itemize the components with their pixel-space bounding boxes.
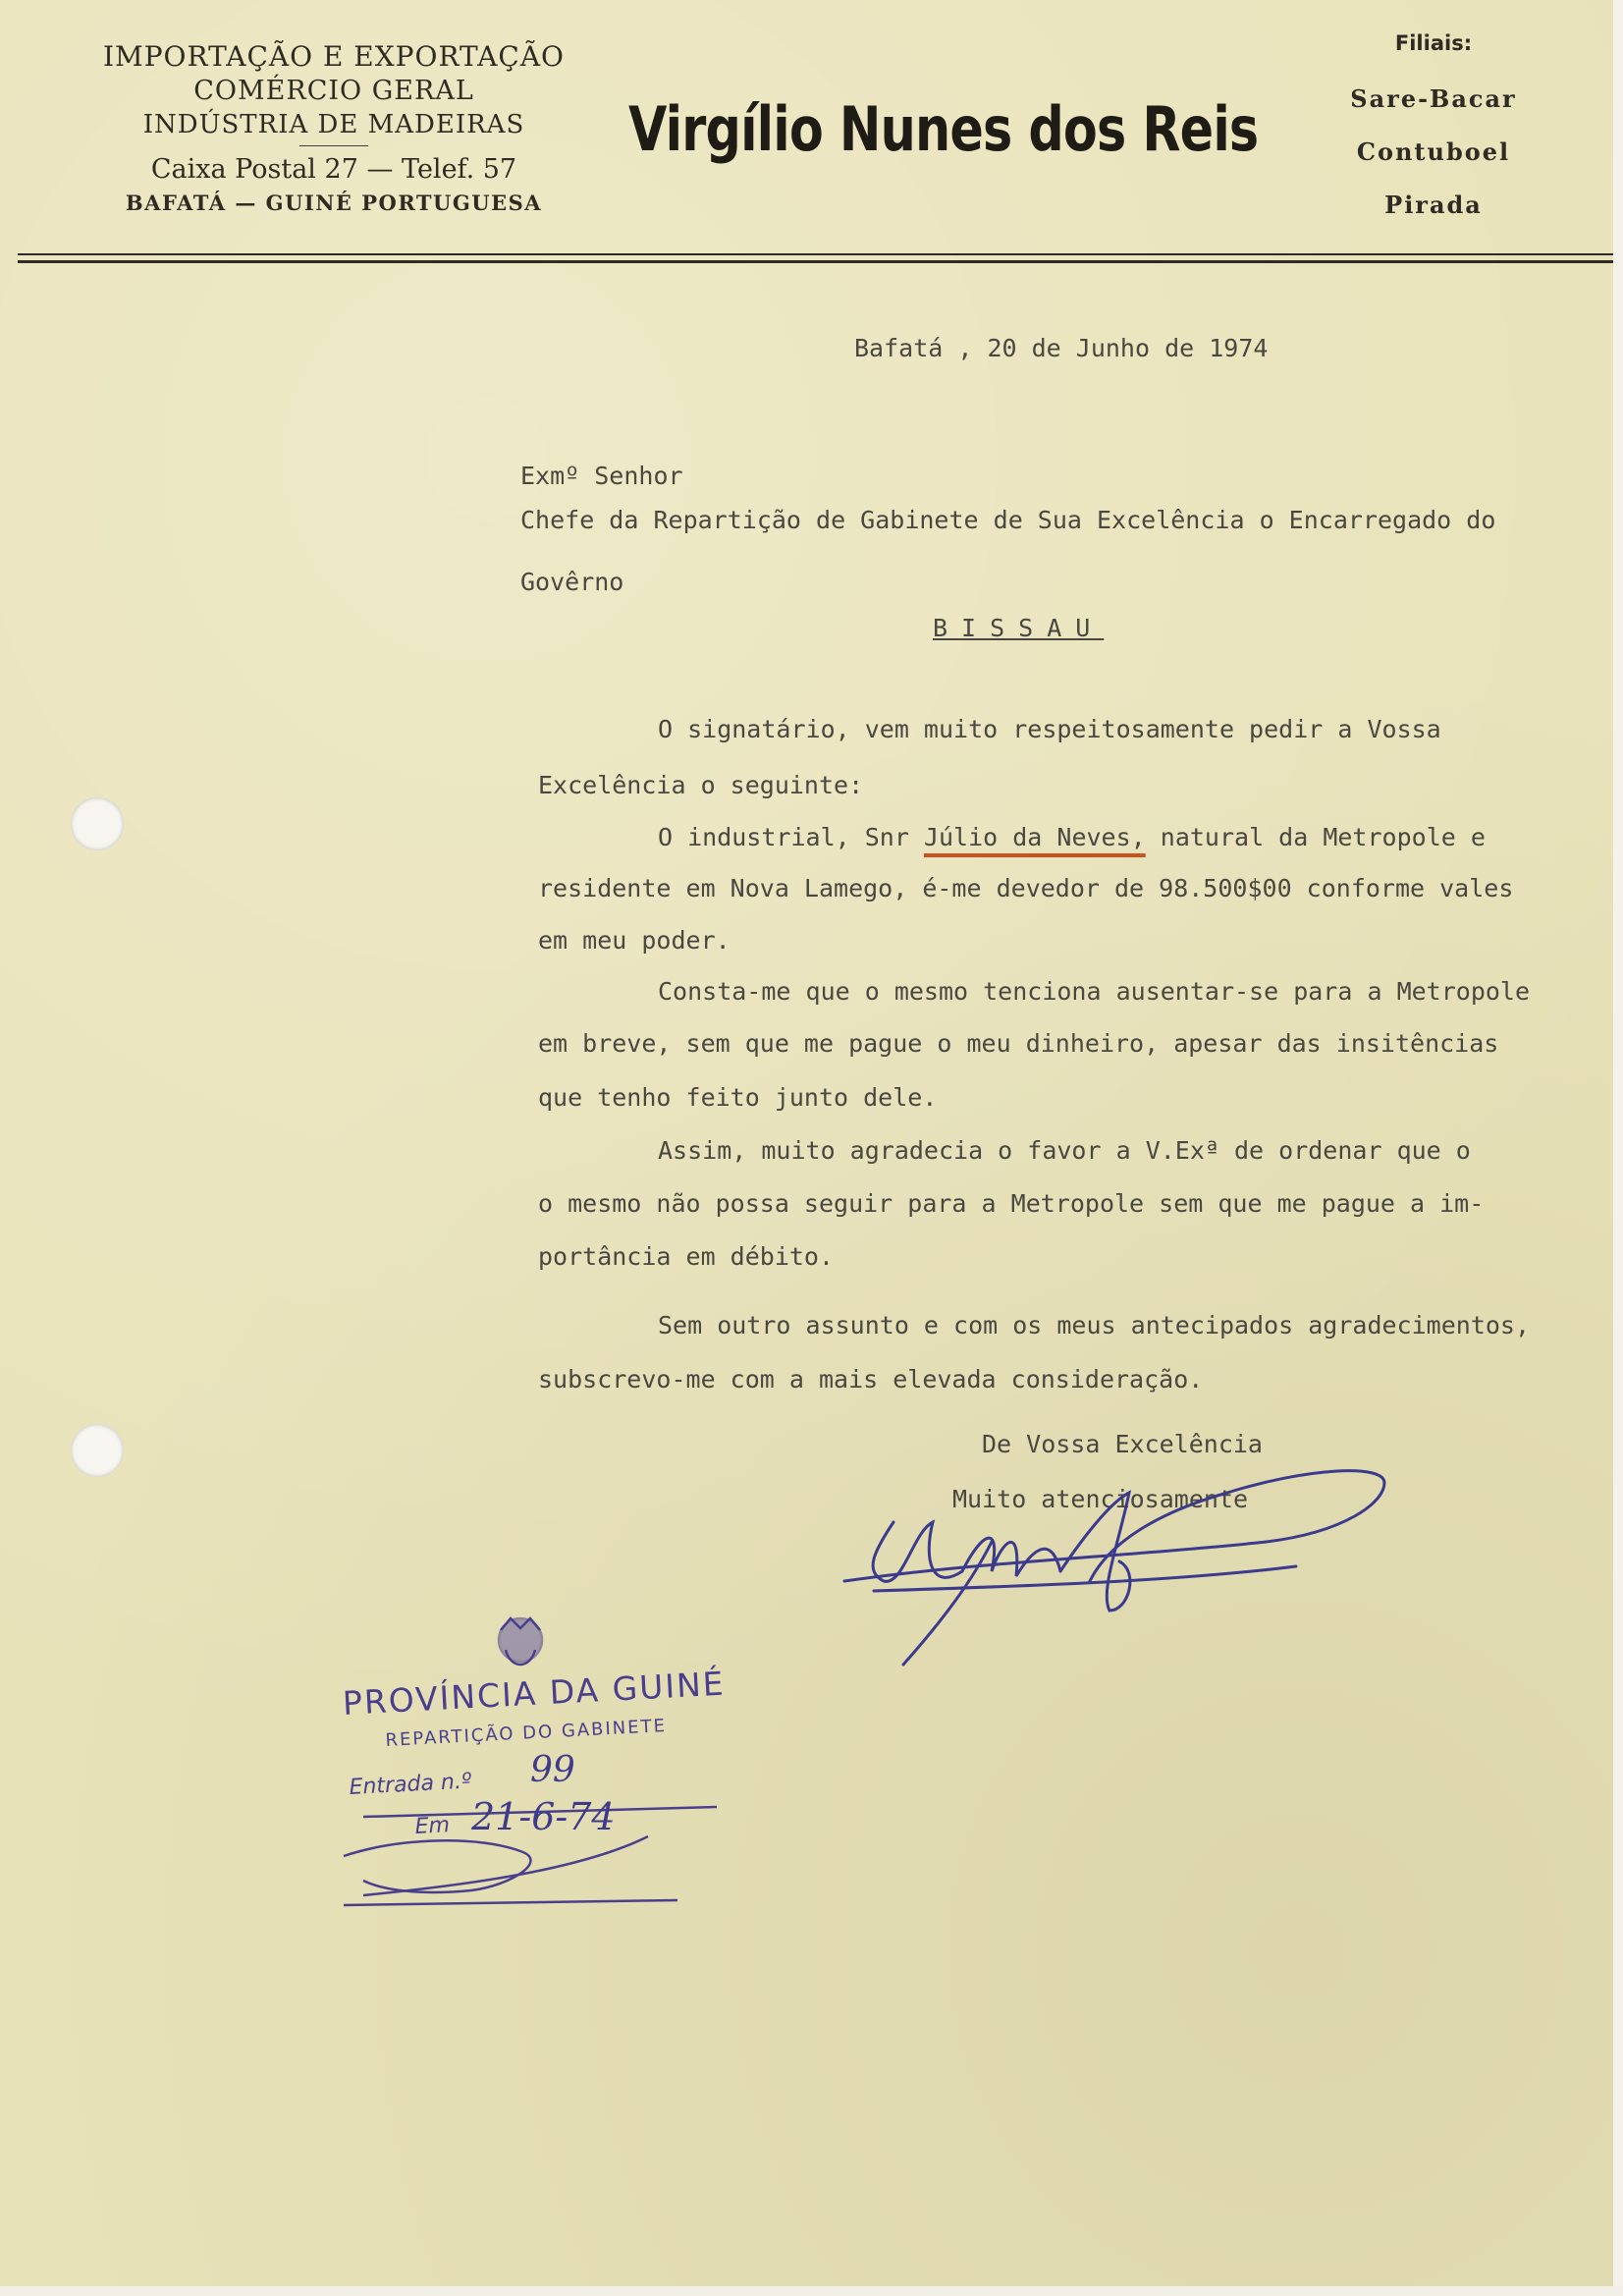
recipient-city: BISSAU bbox=[933, 614, 1105, 642]
branch-item: Pirada bbox=[1384, 191, 1483, 219]
page-edge bbox=[1613, 0, 1623, 2296]
letterhead-rule-bottom bbox=[18, 260, 1613, 263]
handwritten-signature bbox=[835, 1463, 1404, 1679]
letterhead-rule-top bbox=[18, 253, 1613, 255]
branch-item: Contuboel bbox=[1356, 137, 1511, 166]
letterhead-company-name: Virgílio Nunes dos Reis bbox=[628, 93, 1259, 165]
body-line: em meu poder. bbox=[538, 926, 730, 955]
stamp-entry-number: 99 bbox=[530, 1750, 575, 1790]
letterhead-line-location: BAFATÁ — GUINÉ PORTUGUESA bbox=[125, 191, 543, 215]
body-line bbox=[538, 823, 1623, 851]
body-line: O signatário, vem muito respeitosamente pedir a Vossa bbox=[658, 715, 1441, 743]
stamp-date-label: Em bbox=[414, 1813, 451, 1839]
body-line: em breve, sem que me pague o meu dinheiro, apesar das insitências bbox=[538, 1029, 1499, 1058]
body-line: subscrevo-me com a mais elevada consideração. bbox=[538, 1365, 1204, 1394]
recipient-title: Chefe da Repartição de Gabinete de Sua Excelência o Encarregado do bbox=[520, 506, 1496, 534]
branches-heading: Filiais: bbox=[1394, 31, 1473, 55]
body-line: Excelência o seguinte: bbox=[538, 771, 864, 799]
stamp-province: PROVÍNCIA DA GUINÉ bbox=[342, 1664, 727, 1722]
letterhead-line-contact: Caixa Postal 27 — Telef. 57 bbox=[150, 154, 517, 185]
page-edge bbox=[0, 2286, 1623, 2296]
closing-line: Muito atenciosamente bbox=[952, 1485, 1249, 1513]
letterhead-line-import-export: IMPORTAÇÃO E EXPORTAÇÃO bbox=[102, 40, 566, 73]
body-line: residente em Nova Lamego, é-me devedor de 98.500$00 conforme vales bbox=[538, 874, 1514, 902]
body-line: Assim, muito agradecia o favor a V.Exª de ordenar que o bbox=[658, 1136, 1471, 1165]
body-line: Sem outro assunto e com os meus antecipados agradecimentos, bbox=[658, 1311, 1531, 1339]
letterhead-line-industry: INDÚSTRIA DE MADEIRAS bbox=[142, 110, 525, 139]
stamp-date-value: 21-6-74 bbox=[471, 1795, 616, 1838]
letterhead-branches bbox=[1325, 31, 1542, 232]
punch-hole bbox=[71, 1424, 124, 1477]
punch-hole bbox=[71, 797, 124, 850]
body-line: o mesmo não possa seguir para a Metropole sem que me pague a im- bbox=[538, 1189, 1485, 1218]
body-text: O industrial, Snr bbox=[658, 823, 924, 851]
debtor-name: Júlio da Neves, bbox=[923, 823, 1146, 851]
closing-line: De Vossa Excelência bbox=[982, 1430, 1263, 1458]
body-line: portância em débito. bbox=[538, 1242, 835, 1271]
recipient-title-continued: Govêrno bbox=[520, 568, 624, 596]
stamp-entry-label: Entrada n.º bbox=[349, 1769, 472, 1800]
letterhead-line-commerce: COMÉRCIO GERAL bbox=[193, 76, 474, 106]
body-line: que tenho feito junto dele. bbox=[538, 1083, 938, 1112]
body-line: Consta-me que o mesmo tenciona ausentar-se para a Metropole bbox=[658, 977, 1531, 1006]
letterhead-business-lines bbox=[88, 39, 579, 219]
letterhead-divider bbox=[299, 145, 368, 146]
recipient-salutation: Exmº Senhor bbox=[520, 462, 683, 490]
coat-of-arms-icon bbox=[499, 1618, 542, 1665]
body-text: natural da Metropole e bbox=[1145, 823, 1486, 851]
letter-date: Bafatá , 20 de Junho de 1974 bbox=[854, 334, 1269, 362]
stamp-department: REPARTIÇÃO DO GABINETE bbox=[385, 1715, 668, 1751]
branch-item: Sare-Bacar bbox=[1350, 84, 1517, 113]
